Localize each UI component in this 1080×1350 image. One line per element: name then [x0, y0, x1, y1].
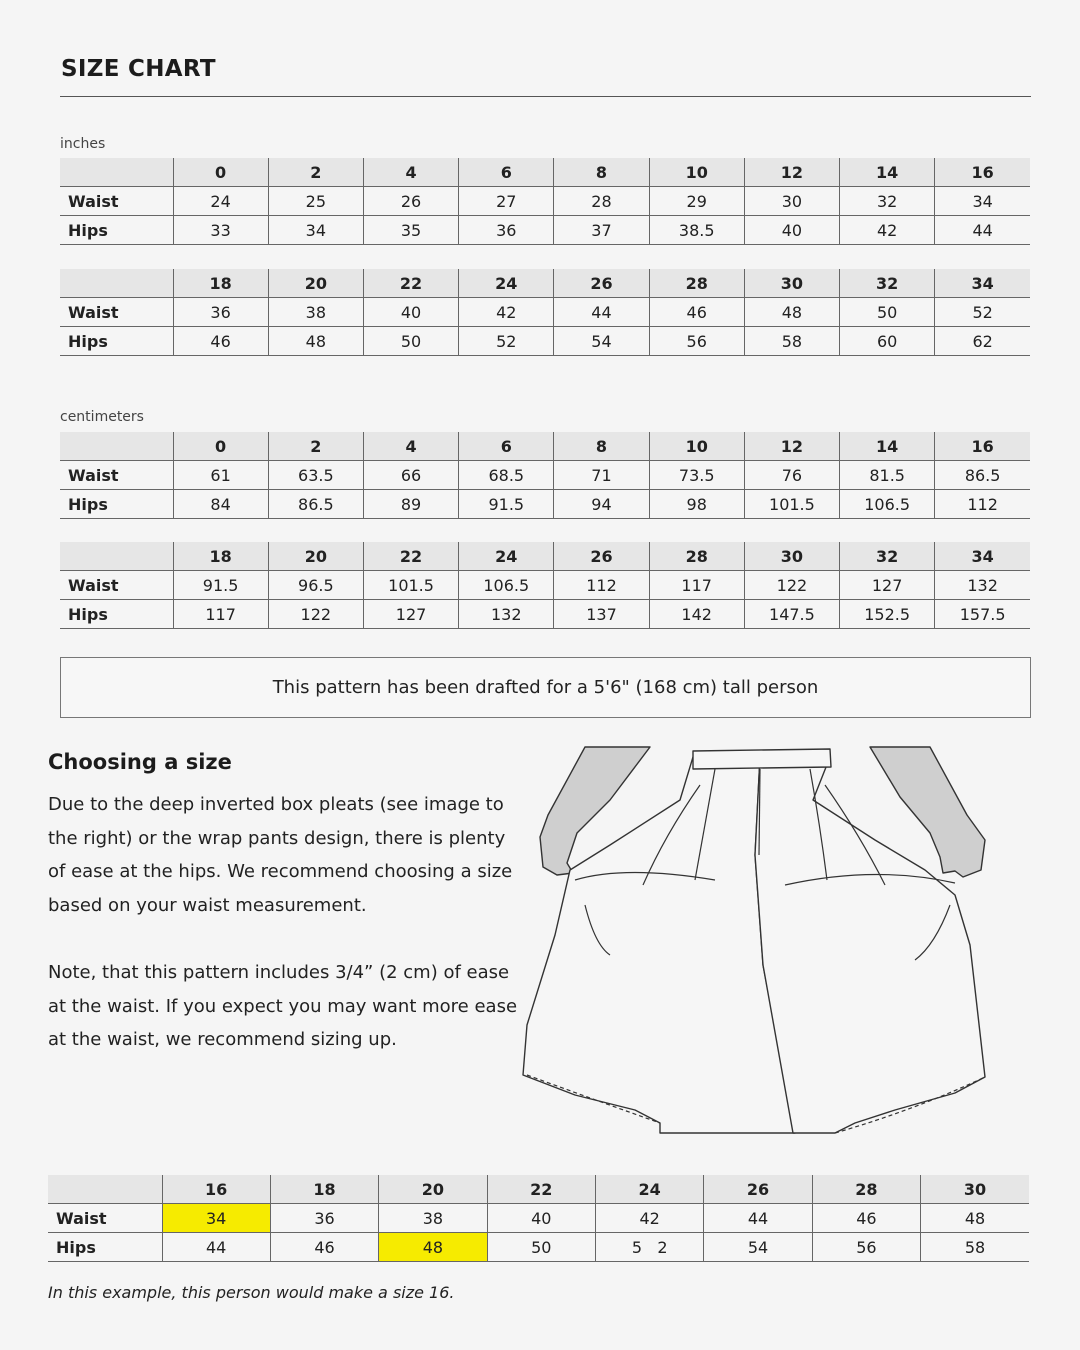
waist-value-cell: 29 — [649, 187, 744, 216]
hips-row — [60, 490, 1030, 519]
size-header-cell: 18 — [173, 269, 268, 298]
hips-value-cell: 44 — [935, 216, 1030, 245]
waist-row-label: Waist — [68, 465, 119, 485]
size-header-cell: 2 — [268, 158, 363, 187]
size-header-cell: 12 — [744, 158, 839, 187]
size-header-cell: 24 — [596, 1175, 704, 1204]
hips-value-cell: 54 — [554, 327, 649, 356]
hips-value-cell: 91.5 — [459, 490, 554, 519]
waist-value-cell: 26 — [363, 187, 458, 216]
hips-value-cell: 94 — [554, 490, 649, 519]
hips-value-cell: 101.5 — [744, 490, 839, 519]
waist-value-cell: 106.5 — [459, 571, 554, 600]
waist-value-cell: 44 — [554, 298, 649, 327]
hips-row — [60, 600, 1030, 629]
waist-value-cell: 122 — [744, 571, 839, 600]
waist-value-cell: 28 — [554, 187, 649, 216]
size-header-cell: 16 — [162, 1175, 270, 1204]
waist-value-cell: 27 — [459, 187, 554, 216]
waist-value-cell: 68.5 — [459, 461, 554, 490]
choosing-paragraph-2: Note, that this pattern includes 3/4” (2 cm) of ease at the waist. If you expect you may want more ease at the waist, we recommend sizing up. — [48, 962, 518, 1050]
waist-value-cell: 48 — [744, 298, 839, 327]
waist-value-cell: 50 — [840, 298, 935, 327]
waist-value-cell: 81.5 — [840, 461, 935, 490]
header-corner-cell — [48, 1175, 162, 1204]
hips-value-cell: 58 — [921, 1233, 1029, 1262]
waist-value-cell: 91.5 — [173, 571, 268, 600]
height-note-text: This pattern has been drafted for a 5'6" (168 cm) tall person — [272, 677, 819, 698]
size-header-cell: 34 — [935, 542, 1030, 571]
waist-value-cell: 48 — [921, 1204, 1029, 1233]
waist-value-cell: 32 — [840, 187, 935, 216]
header-corner-cell — [60, 158, 173, 187]
size-header-cell: 0 — [173, 158, 268, 187]
hips-value-cell: 60 — [840, 327, 935, 356]
hips-value-cell: 50 — [363, 327, 458, 356]
waist-value-cell: 66 — [363, 461, 458, 490]
waist-row — [60, 571, 1030, 600]
hips-value-cell: 37 — [554, 216, 649, 245]
size-header-row — [60, 542, 1030, 571]
header-corner-cell — [60, 432, 173, 461]
waist-value-cell: 112 — [554, 571, 649, 600]
hips-row-label: Hips — [56, 1237, 96, 1257]
hips-value-cell: 42 — [840, 216, 935, 245]
size-header-cell: 8 — [554, 432, 649, 461]
hips-value-cell: 40 — [744, 216, 839, 245]
waist-value-cell: 127 — [840, 571, 935, 600]
hips-value-cell: 127 — [363, 600, 458, 629]
waist-value-cell: 36 — [173, 298, 268, 327]
size-header-cell: 20 — [379, 1175, 487, 1204]
choosing-size-heading: Choosing a size — [48, 750, 232, 774]
size-header-cell: 10 — [649, 432, 744, 461]
hips-value-cell: 89 — [363, 490, 458, 519]
waist-value-cell: 132 — [935, 571, 1030, 600]
size-header-cell: 20 — [268, 542, 363, 571]
size-header-cell: 8 — [554, 158, 649, 187]
hips-value-cell: 117 — [173, 600, 268, 629]
hips-row — [60, 327, 1030, 356]
waist-row — [60, 298, 1030, 327]
waist-value-cell: 34 — [162, 1204, 270, 1233]
cm-table-1 — [60, 432, 1030, 519]
hips-row-label: Hips — [68, 220, 108, 240]
size-header-row — [60, 269, 1030, 298]
example-size-table — [48, 1175, 1029, 1262]
size-header-cell: 28 — [812, 1175, 920, 1204]
waist-value-cell: 101.5 — [363, 571, 458, 600]
hips-value-cell: 46 — [270, 1233, 378, 1262]
choosing-paragraph-1: Due to the deep inverted box pleats (see image to the right) or the wrap pants design, there is plenty of ease at the hips. We recommend choosing a size based on your waist measurement. — [48, 794, 513, 916]
waist-value-cell: 34 — [935, 187, 1030, 216]
hips-value-cell: 35 — [363, 216, 458, 245]
size-header-cell: 30 — [744, 542, 839, 571]
size-header-cell: 26 — [554, 542, 649, 571]
inches-table-1 — [60, 158, 1030, 245]
hips-value-cell: 62 — [935, 327, 1030, 356]
hips-value-cell: 142 — [649, 600, 744, 629]
size-header-row — [48, 1175, 1029, 1204]
waist-value-cell: 30 — [744, 187, 839, 216]
size-header-cell: 24 — [459, 269, 554, 298]
size-header-cell: 4 — [363, 432, 458, 461]
waist-value-cell: 44 — [704, 1204, 812, 1233]
waist-value-cell: 96.5 — [268, 571, 363, 600]
size-header-cell: 0 — [173, 432, 268, 461]
waist-row — [60, 461, 1030, 490]
size-header-cell: 14 — [840, 158, 935, 187]
hips-value-cell: 44 — [162, 1233, 270, 1262]
size-header-cell: 28 — [649, 269, 744, 298]
size-header-cell: 20 — [268, 269, 363, 298]
size-header-cell: 30 — [744, 269, 839, 298]
size-header-cell: 6 — [459, 158, 554, 187]
size-header-cell: 14 — [840, 432, 935, 461]
waist-value-cell: 46 — [649, 298, 744, 327]
size-header-cell: 10 — [649, 158, 744, 187]
hips-value-cell: 56 — [649, 327, 744, 356]
header-corner-cell — [60, 269, 173, 298]
size-header-cell: 16 — [935, 158, 1030, 187]
waist-value-cell: 86.5 — [935, 461, 1030, 490]
waist-value-cell: 40 — [363, 298, 458, 327]
size-header-cell: 4 — [363, 158, 458, 187]
size-header-cell: 34 — [935, 269, 1030, 298]
waist-value-cell: 46 — [812, 1204, 920, 1233]
hips-value-cell: 36 — [459, 216, 554, 245]
hips-value-cell: 86.5 — [268, 490, 363, 519]
waist-row-label: Waist — [68, 191, 119, 211]
header-corner-cell — [60, 542, 173, 571]
hips-value-cell: 137 — [554, 600, 649, 629]
size-header-cell: 28 — [649, 542, 744, 571]
size-header-cell: 18 — [173, 542, 268, 571]
inches-table-2 — [60, 269, 1030, 356]
hips-value-cell: 50 — [487, 1233, 595, 1262]
size-header-cell: 30 — [921, 1175, 1029, 1204]
size-header-cell: 32 — [840, 542, 935, 571]
waist-value-cell: 73.5 — [649, 461, 744, 490]
hips-row-label: Hips — [68, 494, 108, 514]
waist-row — [60, 187, 1030, 216]
hips-value-cell: 33 — [173, 216, 268, 245]
waist-value-cell: 117 — [649, 571, 744, 600]
hips-value-cell: 84 — [173, 490, 268, 519]
waist-value-cell: 71 — [554, 461, 649, 490]
waist-value-cell: 61 — [173, 461, 268, 490]
waist-value-cell: 40 — [487, 1204, 595, 1233]
size-header-row — [60, 158, 1030, 187]
size-header-cell: 22 — [487, 1175, 595, 1204]
title-divider — [60, 96, 1031, 97]
hips-value-cell: 132 — [459, 600, 554, 629]
size-header-cell: 6 — [459, 432, 554, 461]
hips-value-cell: 48 — [268, 327, 363, 356]
waist-value-cell: 25 — [268, 187, 363, 216]
hips-value-cell: 98 — [649, 490, 744, 519]
hips-value-cell: 48 — [379, 1233, 487, 1262]
cm-table-2 — [60, 542, 1030, 629]
waist-value-cell: 38 — [268, 298, 363, 327]
example-caption: In this example, this person would make a size 16. — [48, 1283, 455, 1302]
hips-value-cell: 46 — [173, 327, 268, 356]
size-header-row — [60, 432, 1030, 461]
hips-value-cell: 38.5 — [649, 216, 744, 245]
hips-value-cell: 106.5 — [840, 490, 935, 519]
waist-value-cell: 52 — [935, 298, 1030, 327]
height-note-box — [60, 657, 1031, 718]
unit-label-inches: inches — [60, 136, 106, 152]
size-header-cell: 12 — [744, 432, 839, 461]
hips-value-cell: 147.5 — [744, 600, 839, 629]
waist-value-cell: 24 — [173, 187, 268, 216]
waist-row-label: Waist — [68, 575, 119, 595]
waist-value-cell: 38 — [379, 1204, 487, 1233]
size-header-cell: 26 — [554, 269, 649, 298]
waist-row — [48, 1204, 1029, 1233]
hips-row — [60, 216, 1030, 245]
waist-value-cell: 36 — [270, 1204, 378, 1233]
hips-value-cell: 56 — [812, 1233, 920, 1262]
waist-value-cell: 63.5 — [268, 461, 363, 490]
hips-value-cell: 5 2 — [596, 1233, 704, 1262]
size-header-cell: 32 — [840, 269, 935, 298]
hips-value-cell: 54 — [704, 1233, 812, 1262]
hips-row-label: Hips — [68, 604, 108, 624]
size-header-cell: 24 — [459, 542, 554, 571]
hips-value-cell: 152.5 — [840, 600, 935, 629]
hips-value-cell: 112 — [935, 490, 1030, 519]
waist-row-label: Waist — [68, 302, 119, 322]
hips-value-cell: 34 — [268, 216, 363, 245]
size-header-cell: 18 — [270, 1175, 378, 1204]
hips-value-cell: 157.5 — [935, 600, 1030, 629]
size-header-cell: 22 — [363, 542, 458, 571]
hips-value-cell: 122 — [268, 600, 363, 629]
waist-value-cell: 42 — [459, 298, 554, 327]
pants-pleats-illustration — [515, 745, 995, 1145]
hips-value-cell: 52 — [459, 327, 554, 356]
waist-row-label: Waist — [56, 1208, 107, 1228]
waist-value-cell: 76 — [744, 461, 839, 490]
size-header-cell: 26 — [704, 1175, 812, 1204]
size-header-cell: 16 — [935, 432, 1030, 461]
unit-label-centimeters: centimeters — [60, 409, 144, 425]
hips-row-label: Hips — [68, 331, 108, 351]
hips-row — [48, 1233, 1029, 1262]
size-header-cell: 22 — [363, 269, 458, 298]
size-header-cell: 2 — [268, 432, 363, 461]
hips-value-cell: 58 — [744, 327, 839, 356]
page-title: SIZE CHART — [61, 56, 216, 82]
waist-value-cell: 42 — [596, 1204, 704, 1233]
